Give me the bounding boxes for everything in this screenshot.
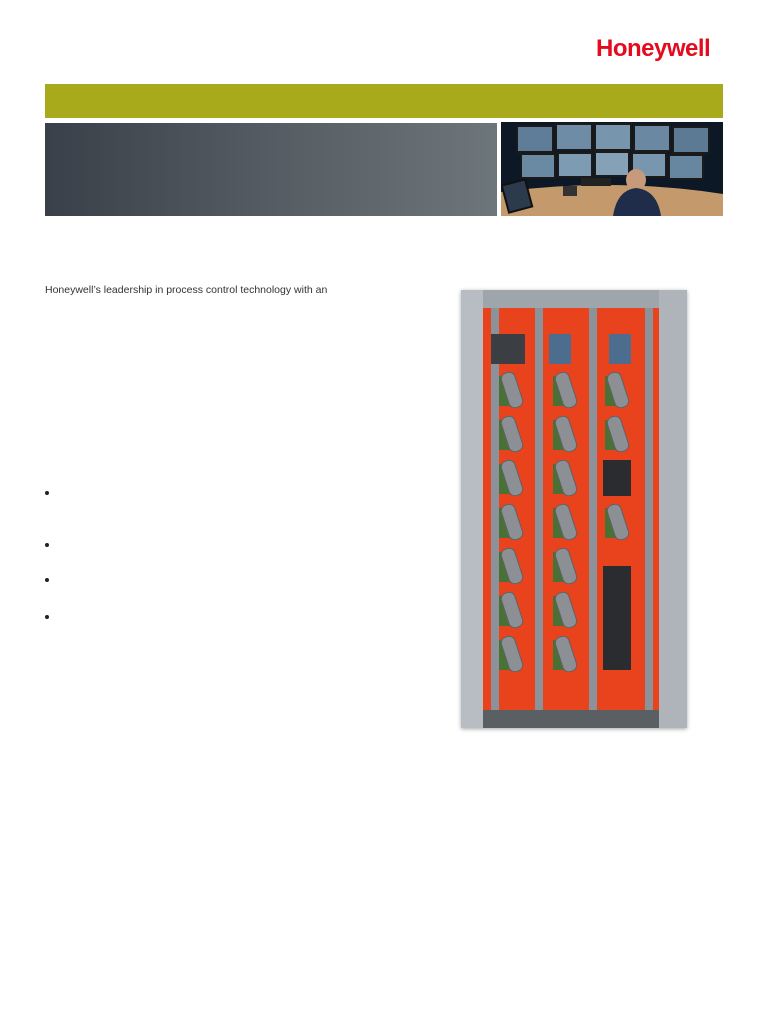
bullet-item (45, 491, 53, 499)
bullet-item (45, 615, 53, 623)
control-cabinet-image (461, 290, 687, 728)
intro-paragraph: Honeywell’s leadership in process control technology with an (45, 284, 328, 296)
control-room-illustration (501, 122, 723, 216)
honeywell-logo: Honeywell (596, 35, 711, 62)
bullet-item (45, 543, 53, 551)
control-room-image (501, 122, 723, 216)
bullet-item (45, 578, 53, 586)
bullet-list (45, 0, 425, 700)
control-cabinet-illustration (461, 290, 687, 728)
